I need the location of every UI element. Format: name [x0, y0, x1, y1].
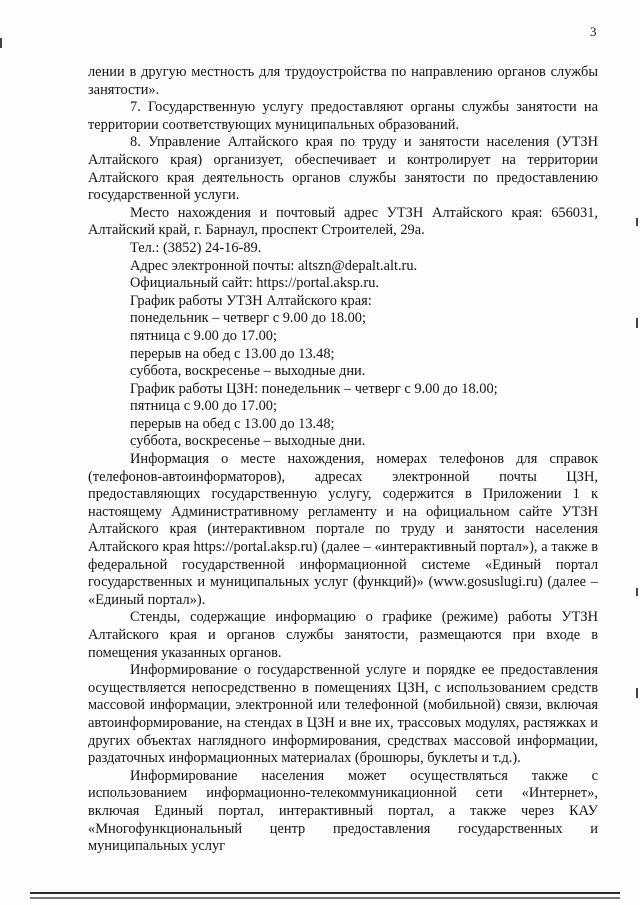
- schedule-utzn-mon-thu: понедельник – четверг с 9.00 до 18.00;: [130, 310, 366, 327]
- contact-website: Официальный сайт: https://portal.aksp.ru.: [130, 275, 379, 292]
- paragraph-contacts-info: Информация о месте нахождения, номерах телефонов для справок (телефонов-автоинформаторов), адресах электронной почты ЦЗН, предоставляющих государственную услугу, содержится в Приложении 1 к настоящему Административному регламенту и на официальном сайте УТЗН Алтайского края (интерактивном портале по труду и занятости населения Алтайского края https://portal.aksp.ru) (далее – «интерактивный портал»), а также в федеральной государственной информационной системе «Единый портал государственных и муниципальных услуг (функций)» (www.gosuslugi.ru) (далее – «Единый портал»).: [88, 451, 598, 608]
- schedule-utzn-weekend: суббота, воскресенье – выходные дни.: [130, 363, 366, 380]
- contact-phone: Тел.: (3852) 24-16-89.: [130, 239, 262, 256]
- scan-mark-right-2: [636, 318, 638, 328]
- schedule-utzn-heading: График работы УТЗН Алтайского края:: [130, 292, 372, 309]
- schedule-czn-heading: График работы ЦЗН: понедельник – четверг с 9.00 до 18.00;: [130, 380, 498, 397]
- paragraph-item-8: 8. Управление Алтайского края по труду и занятости населения (УТЗН Алтайского края) организует, обеспечивает и контролирует на территории Алтайского края деятельность органов службы занятости по предоставлению государственной услуги.: [88, 134, 598, 204]
- scan-mark-right-1: [636, 218, 638, 226]
- paragraph-item-7: 7. Государственную услугу предоставляют органы службы занятости на территории соответствующих муниципальных образований.: [88, 99, 598, 133]
- paragraph-stands: Стенды, содержащие информацию о графике (режиме) работы УТЗН Алтайского края и органов службы занятости, размещаются при входе в помещения указанных органов.: [88, 609, 598, 661]
- contact-email: Адрес электронной почты: altszn@depalt.alt.ru.: [130, 257, 418, 274]
- paragraph-continuation: лении в другую местность для трудоустройства по направлению органов службы занятости».: [88, 64, 598, 98]
- scan-mark-left-top: [0, 38, 2, 48]
- scan-mark-right-4: [636, 688, 638, 698]
- contact-block: [88, 240, 598, 451]
- scan-edge-bottom: [30, 892, 620, 894]
- schedule-czn-weekend: суббота, воскресенье – выходные дни.: [130, 433, 366, 450]
- page-number: 3: [590, 24, 597, 39]
- paragraph-internet: Информирование населения может осуществляться также с использованием информационно-телекоммуникационной сети «Интернет», включая Единый портал, интерактивный портал, а также через КАУ «Многофункциональный центр предоставления государственных и муниципальных услуг: [88, 767, 598, 855]
- scan-mark-right-3: [636, 588, 638, 596]
- paragraph-address: Место нахождения и почтовый адрес УТЗН Алтайского края: 656031, Алтайский край, г. Барнаул, проспект Строителей, 29а.: [88, 204, 598, 239]
- schedule-utzn-lunch: перерыв на обед с 13.00 до 13.48;: [130, 345, 335, 362]
- document-body: [88, 64, 598, 856]
- schedule-czn-lunch: перерыв на обед с 13.00 до 13.48;: [130, 415, 335, 432]
- schedule-utzn-fri: пятница с 9.00 до 17.00;: [130, 327, 277, 344]
- paragraph-informing: Информирование о государственной услуге и порядке ее предоставления осуществляется непосредственно в помещениях ЦЗН, с использованием средств массовой информации, электронной или телефонной (мобильной) связи, включая автоинформирование, на стендах в ЦЗН и вне их, трассовых модулях, растяжках и других объектах наглядного информирования, средствах массовой информации, раздаточных информационных материалах (брошюры, буклеты и т.д.).: [88, 662, 598, 767]
- scan-edge-bottom-2: [30, 897, 620, 899]
- schedule-czn-fri: пятница с 9.00 до 17.00;: [130, 398, 277, 415]
